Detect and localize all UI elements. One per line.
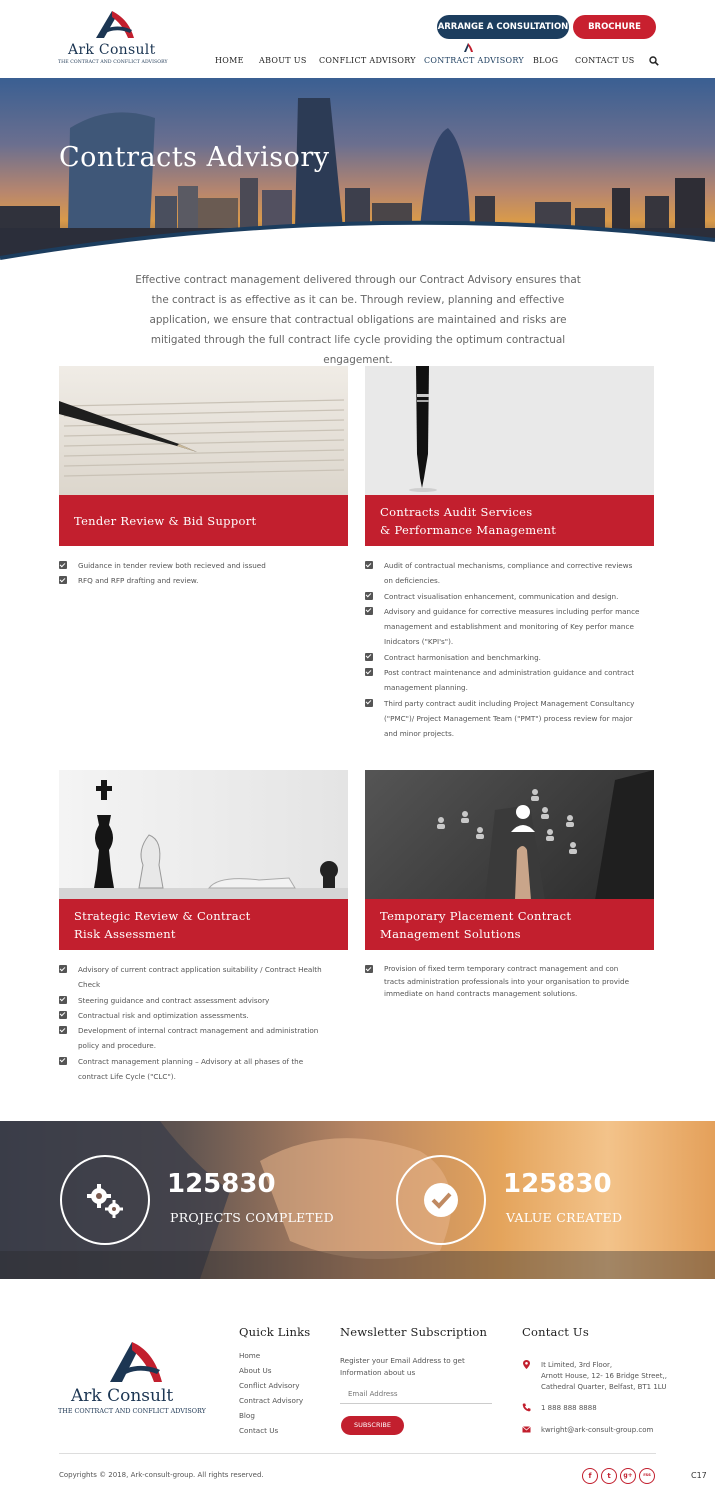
service-title-band [59, 495, 348, 546]
nav-conflict-advisory[interactable]: CONFLICT ADVISORY [319, 56, 416, 65]
checkbox-icon [59, 996, 67, 1004]
stat-label: PROJECTS COMPLETED [170, 1210, 334, 1225]
list-item: Audit of contractual mechanisms, compliance and corrective reviews on deficiencies. [365, 558, 643, 589]
nav-home[interactable]: HOME [215, 56, 244, 65]
contact-heading: Contact Us [522, 1325, 589, 1339]
list-item: RFQ and RFP drafting and review. [59, 573, 339, 588]
checkbox-icon [365, 653, 373, 661]
list-item: Guidance in tender review both recieved and issued [59, 558, 339, 573]
service-bullets [59, 558, 339, 589]
address-line: Cathedral Quarter, Belfast, BT1 1LU [541, 1383, 667, 1391]
footer-link-contract-advisory[interactable]: Contract Advisory [239, 1396, 304, 1405]
site-logo[interactable] [58, 8, 173, 68]
service-title: Temporary Placement Contract [380, 909, 572, 923]
service-bullets [365, 558, 643, 742]
stat-circle [396, 1155, 486, 1245]
logo-mark-icon [86, 8, 146, 42]
service-title-band [365, 495, 654, 546]
envelope-icon [522, 1425, 531, 1434]
phone-icon [522, 1403, 531, 1412]
facebook-icon[interactable]: f [582, 1468, 598, 1484]
nav-about-us[interactable]: ABOUT US [259, 56, 307, 65]
logo-tagline: THE CONTRACT AND CONFLICT ADVISORY [58, 1407, 206, 1415]
business-network-image [365, 770, 654, 900]
service-bullets [365, 962, 639, 1001]
twitter-icon[interactable]: t [601, 1468, 617, 1484]
checkbox-icon [59, 1011, 67, 1019]
checkbox-icon [365, 592, 373, 600]
checkbox-icon [59, 1026, 67, 1034]
checkbox-icon [59, 965, 67, 973]
logo-tagline: THE CONTRACT AND CONFLICT ADVISORY [58, 60, 168, 65]
pen-image [365, 366, 654, 496]
list-item: Contractual risk and optimization assessments. [59, 1008, 329, 1023]
active-nav-marker-icon [462, 41, 474, 53]
list-item: Contract visualisation enhancement, communication and design. [365, 589, 643, 604]
gears-icon [85, 1180, 125, 1220]
stats-band [0, 1121, 715, 1279]
service-title: Contracts Audit Services [380, 505, 533, 519]
page-title: Contracts Advisory [59, 142, 330, 173]
service-title: Management Solutions [380, 927, 521, 941]
service-title: & Performance Management [380, 523, 557, 537]
list-item: Provision of fixed term temporary contract management and con tracts administration professionals into your organisation to provide immediate on hand contracts management solutions. [365, 962, 639, 1001]
stat-circle [60, 1155, 150, 1245]
footer-link-about-us[interactable]: About Us [239, 1366, 272, 1375]
phone-number[interactable]: 1 888 888 8888 [541, 1404, 597, 1412]
footer-link-contact-us[interactable]: Contact Us [239, 1426, 279, 1435]
list-item: Contract harmonisation and benchmarking. [365, 650, 643, 665]
checkbox-icon [59, 561, 67, 569]
city-skyline-image [0, 78, 715, 268]
list-item: Post contract maintenance and administration guidance and contract management planning. [365, 665, 643, 696]
footer-logo[interactable] [58, 1338, 218, 1418]
footer-divider [59, 1453, 656, 1454]
checkmark-icon [423, 1182, 459, 1218]
address-line: Arnott House, 12- 16 Bridge Street,, [541, 1372, 667, 1380]
copyright-text: Copyrights © 2018, Ark-consult-group. All rights reserved. [59, 1471, 264, 1479]
list-item: Contract management planning – Advisory at all phases of the contract Life Cycle ("CLC"). [59, 1054, 329, 1085]
checkbox-icon [365, 607, 373, 615]
service-title-band [59, 899, 348, 950]
brochure-button[interactable]: BROCHURE [573, 15, 656, 39]
newsletter-text: Register your Email Address to get Information about us [340, 1356, 465, 1377]
list-item: Steering guidance and contract assessment advisory [59, 993, 329, 1008]
footer-link-conflict-advisory[interactable]: Conflict Advisory [239, 1381, 300, 1390]
search-icon[interactable] [649, 56, 659, 66]
email-address[interactable]: kwright@ark-consult-group.com [541, 1426, 654, 1434]
hero-banner [0, 78, 715, 268]
rss-icon[interactable]: rss [639, 1468, 655, 1484]
location-pin-icon [522, 1360, 531, 1369]
list-item: Advisory of current contract application suitability / Contract Health Check [59, 962, 329, 993]
intro-paragraph: Effective contract management delivered through our Contract Advisory ensures that the contract is as effective as it can be. Through review, planning and effective application, we ensure that contractual obligations are maintained and risks are mitigated through the full contract life cycle providing the optimum contractual engagement. [135, 274, 581, 366]
list-item: Development of internal contract management and administration policy and procedure. [59, 1023, 329, 1054]
arrange-consultation-button[interactable]: ARRANGE A CONSULTATION [437, 15, 569, 39]
logo-name: Ark Consult [71, 1386, 174, 1406]
service-title-band [365, 899, 654, 950]
list-item: Advisory and guidance for corrective measures including perfor mance management and establishment and monitoring of Key perfor mance Inidcators ("KPI's"). [365, 604, 643, 650]
quick-links-heading: Quick Links [239, 1325, 311, 1339]
site-header [0, 0, 715, 78]
stat-value: 125830 [167, 1169, 276, 1199]
nav-blog[interactable]: BLOG [533, 56, 559, 65]
email-field[interactable] [340, 1384, 492, 1404]
service-title: Risk Assessment [74, 927, 176, 941]
newsletter-heading: Newsletter Subscription [340, 1325, 488, 1339]
checkbox-icon [365, 699, 373, 707]
checkbox-icon [59, 576, 67, 584]
list-item: Third party contract audit including Project Management Consultancy ("PMC")/ Project Management Team ("PMT") process review for major and minor projects. [365, 696, 643, 742]
checkbox-icon [365, 965, 373, 973]
subscribe-button[interactable]: SUBSCRIBE [341, 1416, 404, 1435]
newspaper-pencil-image [59, 366, 348, 496]
nav-contact-us[interactable]: CONTACT US [575, 56, 635, 65]
nav-contract-advisory[interactable]: CONTRACT ADVISORY [424, 56, 525, 65]
checkbox-icon [365, 561, 373, 569]
logo-mark-icon [98, 1338, 178, 1386]
checkbox-icon [59, 1057, 67, 1065]
chess-pieces-image [59, 770, 348, 900]
address-line: It Limited, 3rd Floor, [541, 1361, 613, 1369]
footer-link-blog[interactable]: Blog [239, 1411, 255, 1420]
service-title: Strategic Review & Contract [74, 909, 251, 923]
checkbox-icon [365, 668, 373, 676]
footer-link-home[interactable]: Home [239, 1351, 261, 1360]
google-plus-icon[interactable]: g+ [620, 1468, 636, 1484]
stat-value: 125830 [503, 1169, 612, 1199]
logo-name: Ark Consult [68, 42, 156, 58]
stat-label: VALUE CREATED [506, 1210, 623, 1225]
service-title: Tender Review & Bid Support [74, 514, 257, 528]
corner-code: C17 [691, 1471, 707, 1480]
service-bullets [59, 962, 329, 1084]
